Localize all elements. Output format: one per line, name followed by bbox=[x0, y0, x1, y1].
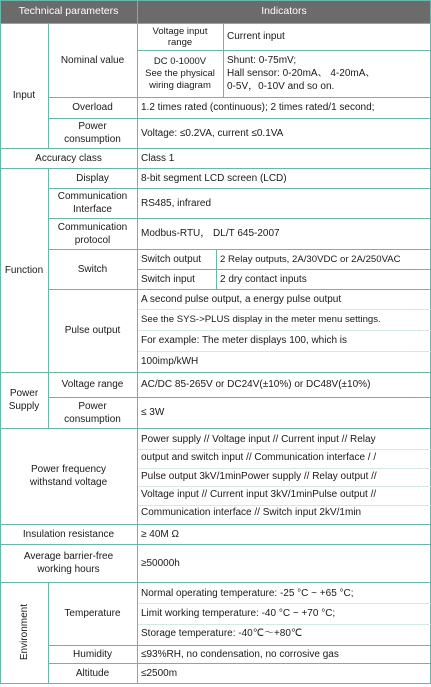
voltage-signal-line: 0-5V，0-10V and so on. bbox=[227, 81, 335, 92]
voltage-range-value: AC/DC 85-265V or DC24V(±10%) or DC48V(±10%) bbox=[141, 379, 371, 390]
withstand-line: output and switch input // Communication interface / / bbox=[141, 452, 377, 464]
nominal-value-label: Nominal value bbox=[60, 54, 125, 66]
communication-interface-value: RS485, infrared bbox=[141, 197, 212, 209]
communication-protocol-value: Modbus-RTU， DL/T 645-2007 bbox=[141, 228, 280, 239]
insulation-resistance-value: ≥ 40M Ω bbox=[141, 528, 179, 540]
accuracy-class-label: Accuracy class bbox=[35, 152, 102, 164]
header-technical-parameters: Technical parameters bbox=[0, 0, 137, 23]
voltage-range-label: Voltage range bbox=[61, 379, 124, 390]
temperature-line: Normal operating temperature: -25 °C ~ +65 °C; bbox=[141, 588, 354, 599]
switch-input-value: 2 dry contact inputs bbox=[220, 273, 307, 285]
row-divider bbox=[48, 397, 431, 398]
withstand-voltage-label: Power frequency withstand voltage bbox=[29, 464, 108, 488]
column-divider bbox=[48, 23, 49, 148]
display-label: Display bbox=[76, 172, 109, 184]
shunt-line: Shunt: 0-75mV; bbox=[227, 55, 297, 66]
column-divider bbox=[48, 582, 49, 684]
row-divider bbox=[0, 23, 431, 24]
withstand-line: Pulse output 3kV/1minPower supply // Relay output // bbox=[141, 470, 377, 482]
switch-output-label: Switch output bbox=[141, 253, 202, 265]
row-divider bbox=[48, 97, 431, 98]
row-divider bbox=[48, 218, 431, 219]
row-divider bbox=[137, 269, 431, 270]
pulse-output-line: For example: The meter displays 100, which is bbox=[141, 335, 348, 346]
withstand-line: Communication interface // Switch input 2kV/1min bbox=[141, 507, 362, 518]
overload-label: Overload bbox=[72, 102, 113, 113]
row-divider bbox=[0, 168, 431, 169]
hall-sensor-line: Hall sensor: 0-20mA、 4-20mA、 bbox=[227, 68, 376, 79]
withstand-line: Voltage input // Current input 3kV/1minPulse output // bbox=[141, 488, 377, 500]
soft-row-divider bbox=[137, 486, 431, 487]
humidity-value: ≤93%RH, no condensation, no corrosive gas bbox=[141, 648, 339, 660]
insulation-resistance-label: Insulation resistance bbox=[22, 528, 115, 540]
soft-row-divider bbox=[137, 351, 431, 352]
row-divider bbox=[0, 372, 431, 373]
humidity-label: Humidity bbox=[73, 648, 112, 660]
header-indicators: Indicators bbox=[137, 0, 431, 23]
switch-output-value: 2 Relay outputs, 2A/30VDC or 2A/250VAC bbox=[220, 253, 401, 265]
supply-power-consumption-label: Power consumption bbox=[64, 400, 121, 425]
altitude-value: ≤2500m bbox=[141, 667, 178, 679]
row-divider bbox=[0, 428, 431, 429]
temperature-line: Storage temperature: -40℃～+80℃ bbox=[141, 628, 303, 639]
soft-row-divider bbox=[137, 449, 431, 450]
row-divider bbox=[0, 582, 431, 583]
pulse-output-label: Pulse output bbox=[64, 325, 121, 336]
accuracy-class-value: Class 1 bbox=[141, 152, 175, 164]
soft-row-divider bbox=[137, 468, 431, 469]
row-divider bbox=[137, 50, 431, 51]
soft-row-divider bbox=[137, 505, 431, 506]
voltage-input-range-header: Voltage input range bbox=[152, 25, 208, 48]
row-divider bbox=[0, 524, 431, 525]
pulse-output-line: A second pulse output, a energy pulse output bbox=[141, 293, 342, 305]
working-hours-value: ≥50000h bbox=[141, 557, 180, 569]
power-supply-section-label: Power Supply bbox=[8, 388, 40, 412]
row-divider bbox=[0, 148, 431, 149]
switch-label: Switch bbox=[77, 263, 108, 275]
communication-protocol-label: Communication protocol bbox=[57, 221, 128, 246]
column-divider bbox=[137, 0, 138, 684]
display-value: 8-bit segment LCD screen (LCD) bbox=[141, 172, 287, 184]
column-divider bbox=[223, 23, 224, 97]
working-hours-label: Average barrier-free working hours bbox=[23, 551, 114, 575]
soft-row-divider bbox=[137, 603, 431, 604]
current-input-header: Current input bbox=[227, 31, 285, 42]
input-section-label: Input bbox=[12, 90, 36, 101]
row-divider bbox=[48, 249, 431, 250]
row-divider bbox=[48, 289, 431, 290]
overload-value: 1.2 times rated (continuous); 2 times rated/1 second; bbox=[141, 102, 375, 113]
switch-input-label: Switch input bbox=[141, 273, 195, 285]
supply-power-consumption-value: ≤ 3W bbox=[141, 407, 165, 418]
pulse-output-line: 100imp/kWH bbox=[141, 356, 199, 367]
row-divider bbox=[0, 544, 431, 545]
soft-row-divider bbox=[137, 330, 431, 331]
voltage-range-line: DC 0-1000V bbox=[153, 55, 207, 67]
pulse-output-line: See the SYS->PLUS display in the meter menu settings. bbox=[141, 314, 381, 325]
row-divider bbox=[48, 188, 431, 189]
temperature-line: Limit working temperature: -40 °C ~ +70 °C; bbox=[141, 608, 336, 619]
environment-label-text: Environment bbox=[18, 604, 30, 661]
altitude-label: Altitude bbox=[75, 667, 110, 679]
column-divider bbox=[48, 168, 49, 428]
withstand-line: Power supply // Voltage input // Current input // Relay bbox=[141, 434, 376, 445]
voltage-wiring-line: See the physical bbox=[145, 67, 215, 79]
voltage-wiring-line: wiring diagram bbox=[149, 79, 211, 91]
column-divider bbox=[216, 249, 217, 289]
soft-row-divider bbox=[137, 309, 431, 310]
communication-interface-label: Communication Interface bbox=[57, 191, 128, 215]
input-power-consumption-label: Power consumption bbox=[64, 121, 121, 145]
row-divider bbox=[48, 645, 431, 646]
soft-row-divider bbox=[137, 624, 431, 625]
input-power-consumption-value: Voltage: ≤0.2VA, current ≤0.1VA bbox=[141, 127, 284, 139]
row-divider bbox=[48, 663, 431, 664]
row-divider bbox=[48, 118, 431, 119]
function-section-label: Function bbox=[4, 264, 44, 276]
temperature-label: Temperature bbox=[64, 608, 121, 619]
